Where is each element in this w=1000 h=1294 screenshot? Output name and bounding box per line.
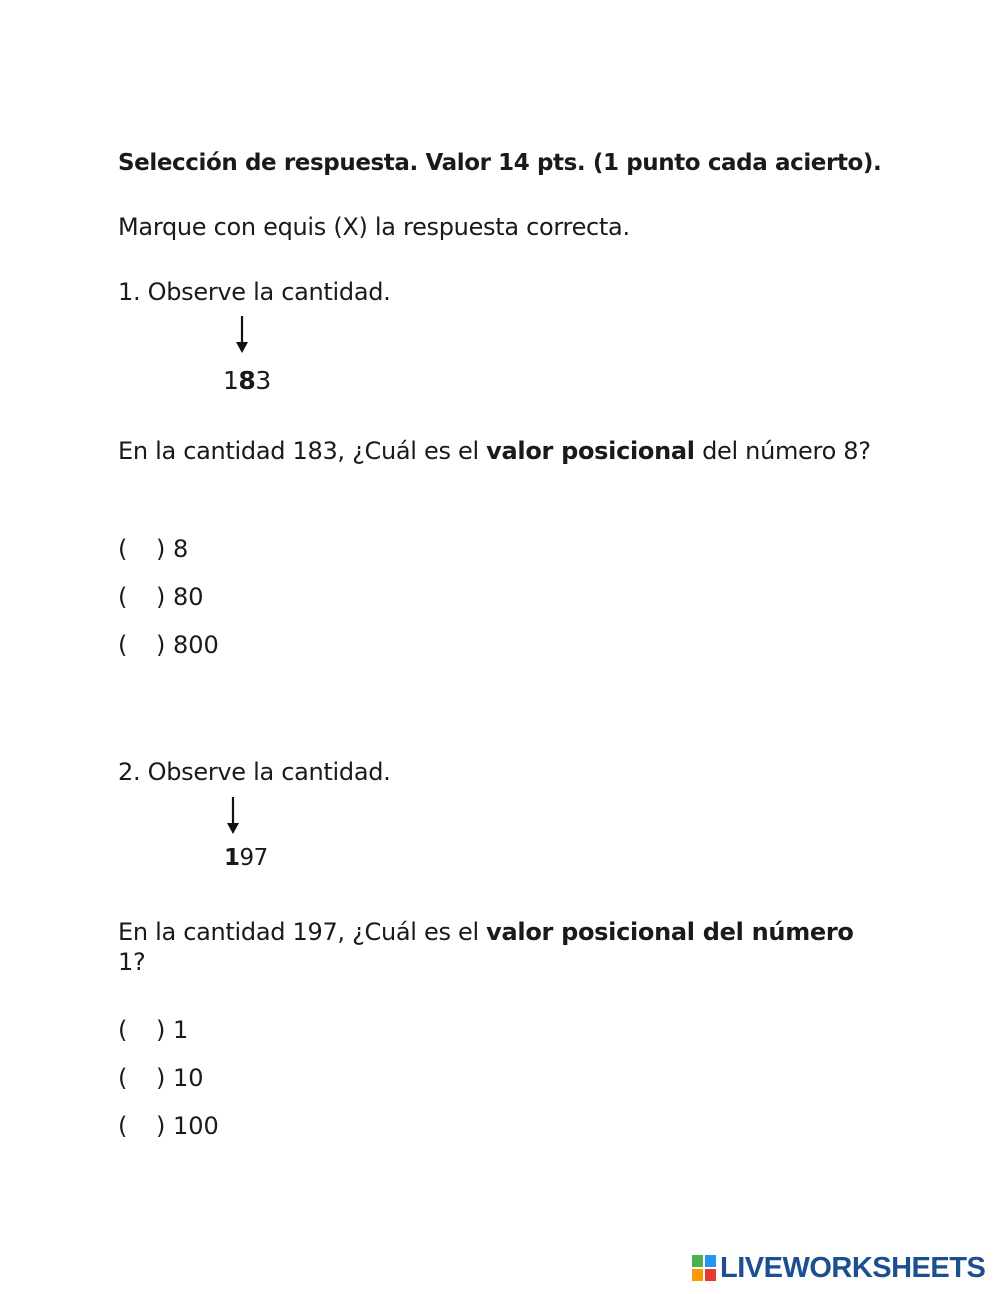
- number-digit: 3: [255, 366, 271, 395]
- question-1-text: [118, 436, 888, 466]
- option-label: ) 8: [156, 535, 189, 563]
- instruction-text: Marque con equis (X) la respuesta correcta.: [118, 213, 630, 241]
- liveworksheets-logo-icon: [692, 1255, 716, 1281]
- number-digit-highlighted: 8: [238, 366, 256, 395]
- question-2-text: [118, 917, 888, 977]
- question-text-bold: valor posicional: [486, 437, 695, 465]
- section-heading: Selección de respuesta. Valor 14 pts. (1 punto cada acierto).: [118, 150, 882, 176]
- number-digit-highlighted: 1: [224, 845, 240, 871]
- option-label: ) 800: [156, 631, 219, 659]
- number-digit: 97: [239, 845, 268, 871]
- down-arrow-icon: [226, 797, 240, 835]
- question-2-prompt: 2. Observe la cantidad.: [118, 758, 391, 786]
- question-1-option-a[interactable]: [118, 534, 188, 564]
- option-checkbox[interactable]: (: [118, 583, 128, 611]
- question-2-option-c[interactable]: [118, 1111, 219, 1141]
- question-text-end: 1?: [118, 948, 146, 976]
- down-arrow-icon: [235, 316, 249, 354]
- option-checkbox[interactable]: (: [118, 535, 128, 563]
- option-checkbox[interactable]: (: [118, 631, 128, 659]
- liveworksheets-brand: [692, 1252, 985, 1284]
- option-label: ) 1: [156, 1016, 189, 1044]
- option-checkbox[interactable]: (: [118, 1064, 128, 1092]
- option-label: ) 100: [156, 1112, 219, 1140]
- option-label: ) 80: [156, 583, 204, 611]
- question-1-option-b[interactable]: [118, 582, 204, 612]
- question-2-option-b[interactable]: [118, 1063, 204, 1093]
- question-2-number: [224, 843, 268, 873]
- brand-text: LIVEWORKSHEETS: [720, 1251, 986, 1284]
- question-text-start: En la cantidad 197, ¿Cuál es el: [118, 918, 487, 946]
- question-text-start: En la cantidad 183, ¿Cuál es el: [118, 437, 487, 465]
- question-text-end: del número 8?: [694, 437, 871, 465]
- number-digit: 1: [223, 366, 239, 395]
- option-checkbox[interactable]: (: [118, 1112, 128, 1140]
- question-1-number: [223, 366, 271, 396]
- question-1-option-c[interactable]: [118, 630, 219, 660]
- question-1-prompt: 1. Observe la cantidad.: [118, 278, 391, 306]
- question-text-bold: valor posicional del número: [486, 918, 854, 946]
- question-2-option-a[interactable]: [118, 1015, 188, 1045]
- option-checkbox[interactable]: (: [118, 1016, 128, 1044]
- option-label: ) 10: [156, 1064, 204, 1092]
